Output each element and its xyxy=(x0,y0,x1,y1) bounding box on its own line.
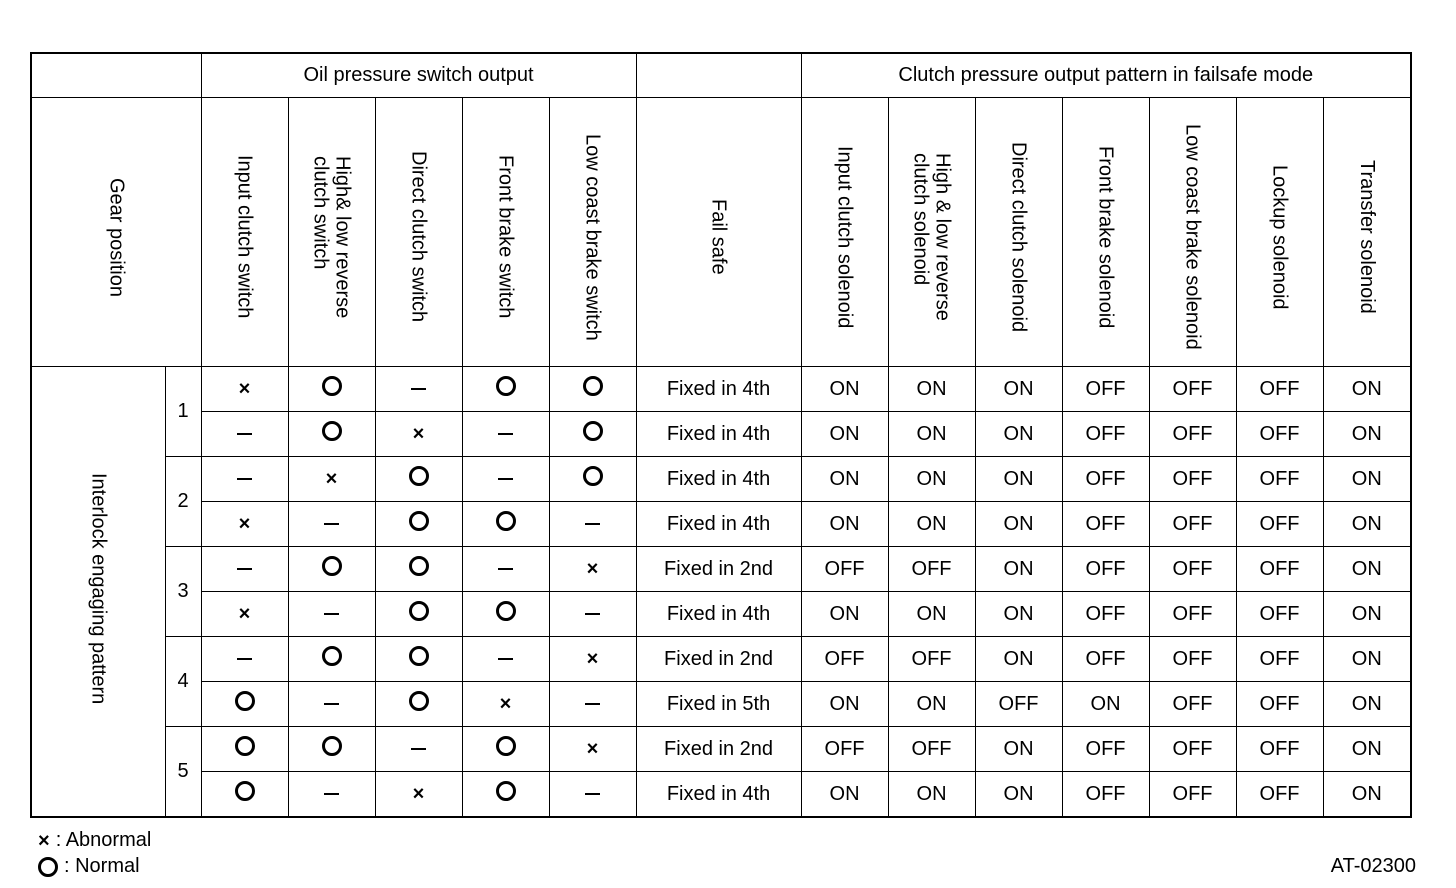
gear-position-header: Gear position xyxy=(31,98,201,367)
none-mark-icon xyxy=(237,478,252,480)
switch-status-cell xyxy=(288,367,375,412)
table-row xyxy=(31,457,1411,502)
gear-number: 2 xyxy=(165,457,201,547)
figure-code: AT-02300 xyxy=(1330,855,1416,877)
fail-safe-cell: Fixed in 4th xyxy=(636,412,801,457)
table-row xyxy=(31,772,1411,818)
high-low-reverse-clutch-solenoid-header: High & low reverse clutch solenoid xyxy=(888,98,975,367)
solenoid-state-cell: ON xyxy=(975,772,1062,818)
solenoid-state-cell: ON xyxy=(1323,457,1411,502)
switch-status-cell xyxy=(375,682,462,727)
gear-number: 4 xyxy=(165,637,201,727)
fail-safe-cell: Fixed in 4th xyxy=(636,772,801,818)
solenoid-state-cell: ON xyxy=(1323,502,1411,547)
solenoid-state-cell: OFF xyxy=(1149,502,1236,547)
table-row xyxy=(31,682,1411,727)
solenoid-state-cell: OFF xyxy=(1149,367,1236,412)
fail-safe-cell: Fixed in 4th xyxy=(636,457,801,502)
none-mark-icon xyxy=(498,478,513,480)
solenoid-state-cell: ON xyxy=(888,412,975,457)
low-coast-brake-solenoid-header: Low coast brake solenoid xyxy=(1149,98,1236,367)
solenoid-state-cell: ON xyxy=(975,412,1062,457)
switch-status-cell xyxy=(462,502,549,547)
direct-clutch-switch-header: Direct clutch switch xyxy=(375,98,462,367)
switch-status-cell xyxy=(549,367,636,412)
switch-status-cell xyxy=(375,457,462,502)
normal-mark-icon xyxy=(235,691,255,711)
solenoid-state-cell: OFF xyxy=(1062,367,1149,412)
abnormal-mark-icon: × xyxy=(238,512,251,535)
solenoid-state-cell: ON xyxy=(975,637,1062,682)
switch-status-cell xyxy=(288,637,375,682)
switch-status-cell xyxy=(549,637,636,682)
normal-mark-icon xyxy=(496,736,516,756)
switch-status-cell xyxy=(462,547,549,592)
none-mark-icon xyxy=(324,793,339,795)
column-header-row xyxy=(31,98,1411,367)
legend-abnormal-label: : Abnormal xyxy=(55,829,152,851)
none-mark-icon xyxy=(498,658,513,660)
solenoid-state-cell: OFF xyxy=(1236,457,1323,502)
table-row xyxy=(31,637,1411,682)
solenoid-state-cell: ON xyxy=(801,682,888,727)
abnormal-mark-icon: × xyxy=(238,377,251,400)
fail-safe-cell: Fixed in 5th xyxy=(636,682,801,727)
solenoid-state-cell: OFF xyxy=(1236,727,1323,772)
solenoid-state-cell: OFF xyxy=(1062,457,1149,502)
solenoid-state-cell: ON xyxy=(888,367,975,412)
none-mark-icon xyxy=(324,613,339,615)
switch-status-cell xyxy=(375,547,462,592)
table-row xyxy=(31,547,1411,592)
solenoid-state-cell: ON xyxy=(975,502,1062,547)
failsafe-table xyxy=(30,52,1412,818)
none-mark-icon xyxy=(237,433,252,435)
solenoid-state-cell: ON xyxy=(801,367,888,412)
normal-mark-icon xyxy=(409,691,429,711)
none-mark-icon xyxy=(498,568,513,570)
input-clutch-solenoid-header: Input clutch solenoid xyxy=(801,98,888,367)
solenoid-state-cell: ON xyxy=(1323,727,1411,772)
solenoid-state-cell: ON xyxy=(1323,547,1411,592)
abnormal-mark-icon: × xyxy=(586,557,599,580)
switch-status-cell xyxy=(462,367,549,412)
solenoid-state-cell: OFF xyxy=(801,727,888,772)
none-mark-icon xyxy=(498,433,513,435)
solenoid-state-cell: OFF xyxy=(1236,682,1323,727)
solenoid-state-cell: ON xyxy=(801,592,888,637)
oil-pressure-group-header: Oil pressure switch output xyxy=(201,53,636,98)
normal-mark-icon xyxy=(322,556,342,576)
normal-mark-icon xyxy=(322,421,342,441)
switch-status-cell xyxy=(462,682,549,727)
front-brake-solenoid-header: Front brake solenoid xyxy=(1062,98,1149,367)
fail-safe-group-spacer xyxy=(636,53,801,98)
normal-mark-icon xyxy=(409,511,429,531)
solenoid-state-cell: ON xyxy=(1323,682,1411,727)
switch-status-cell xyxy=(375,637,462,682)
none-mark-icon xyxy=(324,703,339,705)
solenoid-state-cell: ON xyxy=(888,682,975,727)
table-body xyxy=(31,367,1411,818)
solenoid-state-cell: ON xyxy=(801,502,888,547)
front-brake-switch-header: Front brake switch xyxy=(462,98,549,367)
direct-clutch-solenoid-header: Direct clutch solenoid xyxy=(975,98,1062,367)
table-row xyxy=(31,502,1411,547)
switch-status-cell xyxy=(201,457,288,502)
input-clutch-switch-header: Input clutch switch xyxy=(201,98,288,367)
legend-normal xyxy=(38,855,140,878)
switch-status-cell xyxy=(549,502,636,547)
switch-status-cell xyxy=(201,772,288,818)
normal-mark-icon xyxy=(322,646,342,666)
clutch-pressure-group-header: Clutch pressure output pattern in failsafe mode xyxy=(801,53,1411,98)
solenoid-state-cell: OFF xyxy=(1149,592,1236,637)
legend-normal-label: : Normal xyxy=(64,855,140,877)
lockup-solenoid-header: Lockup solenoid xyxy=(1236,98,1323,367)
normal-mark-icon xyxy=(583,466,603,486)
normal-mark-icon xyxy=(583,421,603,441)
solenoid-state-cell: OFF xyxy=(1236,637,1323,682)
gear-number: 5 xyxy=(165,727,201,818)
solenoid-state-cell: ON xyxy=(888,772,975,818)
solenoid-state-cell: ON xyxy=(975,457,1062,502)
corner-cell xyxy=(31,53,201,98)
solenoid-state-cell: OFF xyxy=(1236,592,1323,637)
table-row xyxy=(31,727,1411,772)
switch-status-cell xyxy=(288,412,375,457)
solenoid-state-cell: ON xyxy=(975,592,1062,637)
solenoid-state-cell: OFF xyxy=(1149,412,1236,457)
solenoid-state-cell: OFF xyxy=(1149,637,1236,682)
normal-mark-icon xyxy=(496,376,516,396)
solenoid-state-cell: OFF xyxy=(888,637,975,682)
switch-status-cell xyxy=(201,592,288,637)
switch-status-cell xyxy=(201,682,288,727)
group-header-row xyxy=(31,53,1411,98)
switch-status-cell xyxy=(288,592,375,637)
normal-mark-icon xyxy=(409,556,429,576)
abnormal-mark-icon: × xyxy=(412,782,425,805)
switch-status-cell xyxy=(375,412,462,457)
solenoid-state-cell: OFF xyxy=(1236,547,1323,592)
normal-mark-icon xyxy=(322,376,342,396)
abnormal-mark-icon: × xyxy=(325,467,338,490)
abnormal-mark-icon: × xyxy=(499,692,512,715)
switch-status-cell xyxy=(462,637,549,682)
normal-mark-icon xyxy=(409,466,429,486)
switch-status-cell xyxy=(288,547,375,592)
table-row xyxy=(31,412,1411,457)
solenoid-state-cell: OFF xyxy=(1149,772,1236,818)
solenoid-state-cell: OFF xyxy=(975,682,1062,727)
switch-status-cell xyxy=(288,772,375,818)
abnormal-mark-icon: × xyxy=(412,422,425,445)
normal-mark-icon xyxy=(235,736,255,756)
solenoid-state-cell: ON xyxy=(975,367,1062,412)
fail-safe-cell: Fixed in 4th xyxy=(636,502,801,547)
gear-number: 1 xyxy=(165,367,201,457)
solenoid-state-cell: ON xyxy=(975,547,1062,592)
gear-number: 3 xyxy=(165,547,201,637)
normal-mark-icon xyxy=(496,511,516,531)
switch-status-cell xyxy=(375,592,462,637)
none-mark-icon xyxy=(411,388,426,390)
solenoid-state-cell: ON xyxy=(888,502,975,547)
switch-status-cell xyxy=(462,592,549,637)
solenoid-state-cell: OFF xyxy=(1062,592,1149,637)
solenoid-state-cell: OFF xyxy=(1062,727,1149,772)
solenoid-state-cell: OFF xyxy=(888,727,975,772)
solenoid-state-cell: OFF xyxy=(1149,682,1236,727)
table-row xyxy=(31,592,1411,637)
normal-mark-icon xyxy=(235,781,255,801)
solenoid-state-cell: ON xyxy=(1323,367,1411,412)
solenoid-state-cell: OFF xyxy=(1062,502,1149,547)
switch-status-cell xyxy=(201,637,288,682)
switch-status-cell xyxy=(375,772,462,818)
switch-status-cell xyxy=(288,502,375,547)
none-mark-icon xyxy=(237,658,252,660)
solenoid-state-cell: ON xyxy=(975,727,1062,772)
solenoid-state-cell: OFF xyxy=(1149,457,1236,502)
none-mark-icon xyxy=(585,703,600,705)
abnormal-mark-icon: × xyxy=(586,647,599,670)
solenoid-state-cell: OFF xyxy=(1062,412,1149,457)
solenoid-state-cell: ON xyxy=(1323,637,1411,682)
fail-safe-cell: Fixed in 2nd xyxy=(636,637,801,682)
solenoid-state-cell: OFF xyxy=(1236,412,1323,457)
legend-abnormal xyxy=(38,829,151,852)
solenoid-state-cell: ON xyxy=(801,457,888,502)
switch-status-cell xyxy=(201,367,288,412)
switch-status-cell xyxy=(201,502,288,547)
normal-mark-icon xyxy=(322,736,342,756)
solenoid-state-cell: ON xyxy=(801,412,888,457)
normal-mark-icon xyxy=(496,601,516,621)
solenoid-state-cell: ON xyxy=(1323,772,1411,818)
low-coast-brake-switch-header: Low coast brake switch xyxy=(549,98,636,367)
normal-mark-icon xyxy=(496,781,516,801)
solenoid-state-cell: OFF xyxy=(801,637,888,682)
switch-status-cell xyxy=(549,772,636,818)
none-mark-icon xyxy=(585,613,600,615)
switch-status-cell xyxy=(549,682,636,727)
solenoid-state-cell: OFF xyxy=(1149,547,1236,592)
solenoid-state-cell: OFF xyxy=(1236,502,1323,547)
switch-status-cell xyxy=(288,727,375,772)
abnormal-mark-icon: × xyxy=(38,829,50,852)
solenoid-state-cell: ON xyxy=(1323,592,1411,637)
solenoid-state-cell: OFF xyxy=(1236,772,1323,818)
fail-safe-cell: Fixed in 2nd xyxy=(636,547,801,592)
none-mark-icon xyxy=(585,793,600,795)
switch-status-cell xyxy=(288,682,375,727)
solenoid-state-cell: ON xyxy=(1323,412,1411,457)
none-mark-icon xyxy=(411,748,426,750)
solenoid-state-cell: OFF xyxy=(1062,772,1149,818)
abnormal-mark-icon: × xyxy=(586,737,599,760)
solenoid-state-cell: ON xyxy=(888,457,975,502)
fail-safe-header: Fail safe xyxy=(636,98,801,367)
normal-mark-icon xyxy=(38,857,58,877)
fail-safe-cell: Fixed in 4th xyxy=(636,592,801,637)
solenoid-state-cell: ON xyxy=(1062,682,1149,727)
normal-mark-icon xyxy=(409,646,429,666)
solenoid-state-cell: ON xyxy=(801,772,888,818)
none-mark-icon xyxy=(585,523,600,525)
solenoid-state-cell: OFF xyxy=(1149,727,1236,772)
switch-status-cell xyxy=(549,727,636,772)
switch-status-cell xyxy=(201,547,288,592)
none-mark-icon xyxy=(324,523,339,525)
solenoid-state-cell: OFF xyxy=(1062,637,1149,682)
fail-safe-cell: Fixed in 4th xyxy=(636,367,801,412)
switch-status-cell xyxy=(549,457,636,502)
high-low-reverse-clutch-switch-header: High& low reverse clutch switch xyxy=(288,98,375,367)
switch-status-cell xyxy=(201,412,288,457)
solenoid-state-cell: OFF xyxy=(1236,367,1323,412)
normal-mark-icon xyxy=(409,601,429,621)
switch-status-cell xyxy=(462,412,549,457)
switch-status-cell xyxy=(549,592,636,637)
switch-status-cell xyxy=(549,412,636,457)
switch-status-cell xyxy=(375,502,462,547)
switch-status-cell xyxy=(549,547,636,592)
switch-status-cell xyxy=(288,457,375,502)
fail-safe-cell: Fixed in 2nd xyxy=(636,727,801,772)
solenoid-state-cell: ON xyxy=(888,592,975,637)
abnormal-mark-icon: × xyxy=(238,602,251,625)
switch-status-cell xyxy=(201,727,288,772)
solenoid-state-cell: OFF xyxy=(801,547,888,592)
solenoid-state-cell: OFF xyxy=(888,547,975,592)
solenoid-state-cell: OFF xyxy=(1062,547,1149,592)
switch-status-cell xyxy=(462,727,549,772)
none-mark-icon xyxy=(237,568,252,570)
switch-status-cell xyxy=(375,367,462,412)
normal-mark-icon xyxy=(583,376,603,396)
switch-status-cell xyxy=(462,772,549,818)
transfer-solenoid-header: Transfer solenoid xyxy=(1323,98,1411,367)
interlock-engaging-pattern-label: Interlock engaging pattern xyxy=(31,367,165,818)
switch-status-cell xyxy=(375,727,462,772)
switch-status-cell xyxy=(462,457,549,502)
table-row xyxy=(31,367,1411,412)
